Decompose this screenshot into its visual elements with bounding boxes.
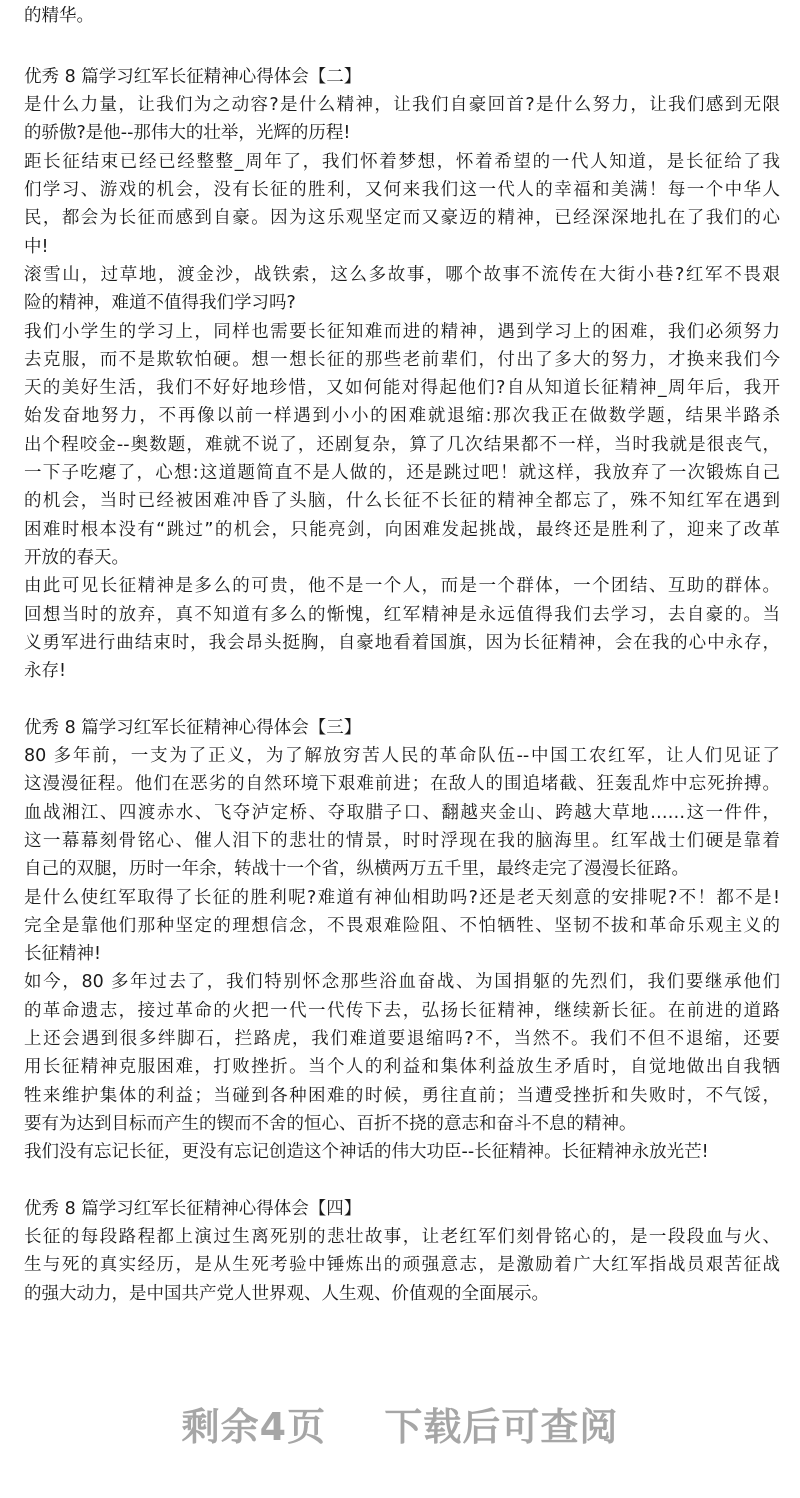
section — [24, 714, 780, 1167]
text-line: 出个程咬金--奥数题，难就不说了，还剧复杂，算了几次结果都不一样，当时我就是很丧气， — [24, 434, 780, 455]
text-line: 我们没有忘记长征，更没有忘记创造这个神话的伟大功臣--长征精神。长征精神永放光芒! — [24, 1142, 709, 1163]
text-line: 的强大动力，是中国共产党人世界观、人生观、价值观的全面展示。 — [24, 1283, 549, 1304]
text-line: 回想当时的放弃，真不知道有多么的惭愧，红军精神是永远值得我们去学习，去自豪的。当 — [24, 604, 780, 625]
top-fragment-line: 的精华。 — [24, 6, 94, 26]
paragraph — [24, 148, 780, 261]
download-banner[interactable] — [0, 1396, 800, 1451]
text-line: 由此可见长征精神是多么的可贵，他不是一个人，而是一个群体，一个团结、互助的群体。 — [24, 576, 780, 597]
text-line: 的革命遗志，接过革命的火把一代一代传下去，弘扬长征精神，继续新长征。在前进的道路 — [24, 1000, 780, 1021]
text-line: 始发奋地努力，不再像以前一样遇到小小的困难就退缩:那次我正在做数学题，结果半路杀 — [24, 406, 780, 427]
section — [24, 1195, 780, 1308]
text-line: 险的精神，难道不值得我们学习吗? — [24, 293, 296, 314]
document-body — [24, 0, 780, 1308]
text-line: 要有为达到目标而产生的锲而不舍的恒心、百折不挠的意志和奋斗不息的精神。 — [24, 1113, 637, 1134]
text-line: 中! — [24, 236, 49, 257]
text-line: 的骄傲?是他--那伟大的壮举，光辉的历程! — [24, 123, 351, 144]
text-line: 自己的双腿，历时一年余，转战十一个省，纵横两万五千里，最终走完了漫漫长征路。 — [24, 859, 689, 880]
text-line: 开放的春天。 — [24, 547, 129, 568]
text-line: 是什么力量，让我们为之动容?是什么精神，让我们自豪回首?是什么努力，让我们感到无限 — [24, 95, 780, 116]
paragraph — [24, 261, 780, 318]
section-title: 优秀 8 篇学习红军长征精神心得体会【四】 — [24, 1198, 362, 1219]
text-line: 天的美好生活，我们不好好地珍惜，又如何能对得起他们?自从知道长征精神_周年后，我开 — [24, 378, 780, 399]
text-line: 义勇军进行曲结束时，我会昂头挺胸，自豪地看着国旗，因为长征精神，会在我的心中永存， — [24, 632, 780, 653]
text-line: 用长征精神克服困难，打败挫折。当个人的利益和集体利益放生矛盾时，自觉地做出自我牺 — [24, 1057, 780, 1078]
text-line: 长征精神! — [24, 944, 102, 965]
text-line: 牲来维护集体的利益；当碰到各种困难的时候，勇往直前；当遭受挫折和失败时，不气馁， — [24, 1085, 780, 1106]
text-line: 是什么使红军取得了长征的胜利呢?难道有神仙相助吗?还是老天刻意的安排呢?不！都不是! — [24, 887, 780, 908]
text-line: 这漫漫征程。他们在恶劣的自然环境下艰难前进；在敌人的围追堵截、狂轰乱炸中忘死拚搏。 — [24, 774, 780, 795]
text-line: 血战湘江、四渡赤水、飞夺泸定桥、夺取腊子口、翻越夹金山、跨越大草地……这一件件， — [24, 802, 780, 823]
text-line: 去克服，而不是欺软怕硬。想一想长征的那些老前辈们，付出了多大的努力，才换来我们今 — [24, 349, 780, 370]
section — [24, 63, 780, 686]
paragraph — [24, 572, 780, 685]
section-title: 优秀 8 篇学习红军长征精神心得体会【三】 — [24, 717, 362, 738]
text-line: 们学习、游戏的机会，没有长征的胜利，又何来我们这一代人的幸福和美满！每一个中华人 — [24, 180, 780, 201]
paragraph — [24, 318, 780, 573]
download-to-view-label[interactable]: 下载后可查阅 — [384, 1405, 619, 1449]
text-line: 一下子吃瘪了，心想:这道题简直不是人做的，还是跳过吧！就这样，我放弃了一次锻炼自己 — [24, 463, 780, 484]
remaining-pages-label: 剩余4页 — [181, 1405, 327, 1449]
text-line: 民，都会为长征而感到自豪。因为这乐观坚定而又豪迈的精神，已经深深地扎在了我们的心 — [24, 208, 780, 229]
text-line: 生与死的真实经历，是从生死考验中锤炼出的顽强意志，是激励着广大红军指战员艰苦征战 — [24, 1255, 780, 1276]
section-title: 优秀 8 篇学习红军长征精神心得体会【二】 — [24, 66, 362, 87]
text-line: 滚雪山，过草地，渡金沙，战铁索，这么多故事，哪个故事不流传在大街小巷?红军不畏艰 — [24, 264, 780, 285]
paragraph — [24, 884, 780, 969]
text-line: 完全是靠他们那种坚定的理想信念，不畏艰难险阻、不怕牺牲、坚韧不拔和革命乐观主义的 — [24, 915, 780, 936]
text-line: 的机会，当时已经被困难冲昏了头脑，什么长征不长征的精神全都忘了，殊不知红军在遇到 — [24, 491, 780, 512]
paragraph — [24, 968, 780, 1138]
text-line: 距长征结束已经已经整整_周年了，我们怀着梦想，怀着希望的一代人知道，是长征给了我 — [24, 151, 780, 172]
text-line: 这一幕幕刻骨铭心、催人泪下的悲壮的情景，时时浮现在我的脑海里。红军战士们硬是靠着 — [24, 830, 780, 851]
paragraph — [24, 1138, 780, 1166]
text-line: 上还会遇到很多绊脚石，拦路虎，我们难道要退缩吗?不，当然不。我们不但不退缩，还要 — [24, 1028, 780, 1049]
paragraph — [24, 91, 780, 148]
text-line: 80 多年前，一支为了正义，为了解放穷苦人民的革命队伍--中国工农红军，让人们见证了 — [24, 746, 780, 767]
text-line: 我们小学生的学习上，同样也需要长征知难而进的精神，遇到学习上的困难，我们必须努力 — [24, 321, 780, 342]
text-line: 长征的每段路程都上演过生离死别的悲壮故事，让老红军们刻骨铭心的，是一段段血与火、 — [24, 1227, 780, 1248]
text-line: 如今，80 多年过去了，我们特别怀念那些浴血奋战、为国捐躯的先烈们，我们要继承他们 — [24, 972, 780, 993]
paragraph — [24, 1223, 780, 1308]
text-line: 困难时根本没有“跳过”的机会，只能亮剑，向困难发起挑战，最终还是胜利了，迎来了改革 — [24, 519, 780, 540]
text-line: 永存! — [24, 661, 67, 682]
paragraph — [24, 742, 780, 883]
